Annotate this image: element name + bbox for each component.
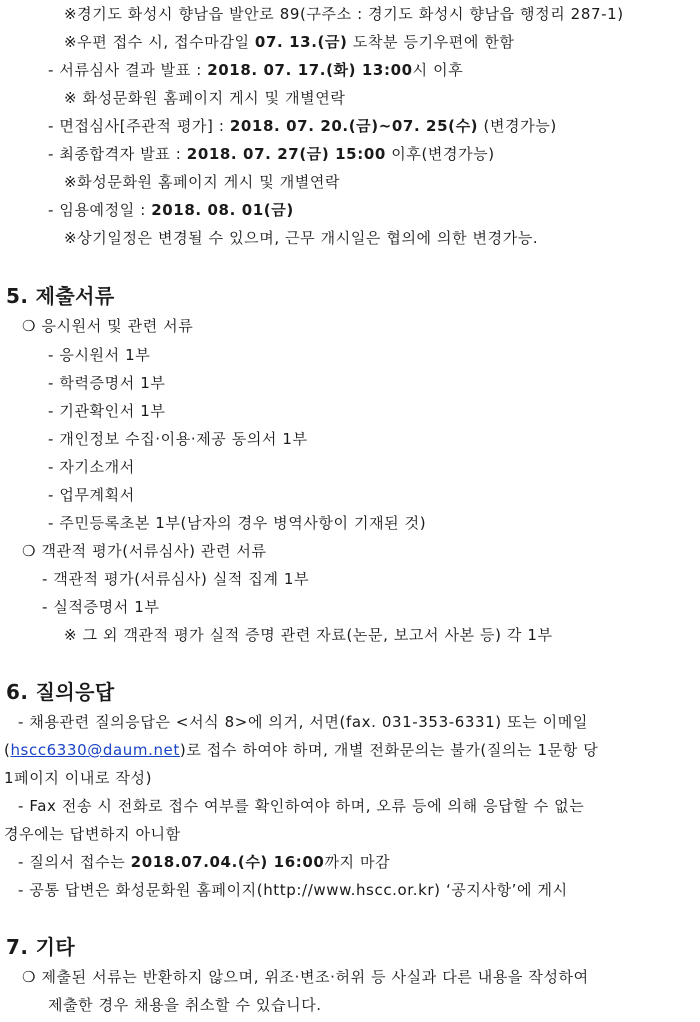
doc-item: - 자기소개서 (48, 458, 135, 476)
group-docs-header (22, 316, 193, 336)
qa-answer-line: - 공통 답변은 화성문화원 홈페이지(http://www.hscc.or.kr) ‘공지사항’에 게시 (18, 881, 568, 899)
qa-deadline-label: - 질의서 접수는 (18, 853, 131, 871)
doc-item: - 응시원서 1부 (48, 346, 151, 364)
eval-item: - 객관적 평가(서류심사) 실적 집계 1부 (42, 570, 310, 588)
qa-para2-line2: 경우에는 답변하지 아니함 (4, 825, 181, 843)
doc-result-date: 2018. 07. 17.(화) 13:00 (207, 61, 413, 79)
section-5-title: 5. 제출서류 (6, 284, 115, 308)
postal-text-end: 도착분 등기우편에 한함 (347, 33, 515, 51)
appoint-date: 2018. 08. 01(금) (151, 201, 294, 219)
qa-paren-open: ( (4, 741, 11, 759)
doc-result-label: - 서류심사 결과 발표 : (48, 61, 208, 79)
qa-para1-line1: - 채용관련 질의응답은 <서식 8>에 의거, 서면(fax. 031-353-6331) 또는 이메일 (18, 713, 588, 731)
group-docs-label: 응시원서 및 관련 서류 (41, 317, 194, 335)
postal-text: ※우편 접수 시, 접수마감일 (64, 33, 255, 51)
postal-deadline: 07. 13.(금) (254, 33, 348, 51)
doc-item: - 업무계획서 (48, 486, 135, 504)
eval-note: ※ 그 외 객관적 평가 실적 증명 관련 자료(논문, 보고서 사본 등) 각 1부 (64, 626, 553, 644)
doc-result-note: ※ 화성문화원 홈페이지 게시 및 개별연락 (64, 89, 346, 107)
address-note (64, 4, 624, 24)
qa-para1-line3: 1페이지 이내로 작성) (4, 769, 153, 787)
doc-item: - 개인정보 수집·이용·제공 동의서 1부 (48, 430, 308, 448)
doc-item: - 학력증명서 1부 (48, 374, 166, 392)
address-text: ※경기도 화성시 향남읍 발안로 89(구주소 : 경기도 화성시 향남읍 행정리 287-1) (64, 5, 624, 23)
postal-note (64, 32, 515, 52)
etc-line2: 제출한 경우 채용을 취소할 수 있습니다. (48, 996, 322, 1014)
group-eval-header (22, 541, 267, 561)
doc-item: - 기관확인서 1부 (48, 402, 166, 420)
appoint-label: - 임용예정일 : (48, 201, 152, 219)
interview-line (48, 116, 557, 136)
section-6-title: 6. 질의응답 (6, 680, 115, 704)
circle-bullet-icon: ❍ (22, 317, 37, 335)
final-date: 2018. 07. 27(금) 15:00 (186, 145, 386, 163)
doc-item: - 주민등록초본 1부(남자의 경우 병역사항이 기재된 것) (48, 514, 427, 532)
etc-line1-text: 제출된 서류는 반환하지 않으며, 위조·변조·허위 등 사실과 다른 내용을 작성하여 (41, 968, 589, 986)
circle-bullet-icon: ❍ (22, 542, 37, 560)
doc-result-suffix: 시 이후 (412, 61, 464, 79)
etc-line1 (22, 967, 589, 987)
qa-deadline-suffix: 까지 마감 (324, 853, 391, 871)
qa-para1-rest: )로 접수 하여야 하며, 개별 전화문의는 불가(질의는 1문항 당 (179, 741, 599, 759)
final-line (48, 144, 495, 164)
interview-suffix: (변경가능) (478, 117, 557, 135)
interview-label: - 면접심사[주관적 평가] : (48, 117, 230, 135)
group-eval-label: 객관적 평가(서류심사) 관련 서류 (41, 542, 267, 560)
section-7-title: 7. 기타 (6, 935, 76, 959)
qa-deadline-line (18, 852, 390, 872)
appoint-note: ※상기일정은 변경될 수 있으며, 근무 개시일은 협의에 의한 변경가능. (64, 229, 539, 247)
doc-result-line (48, 60, 463, 80)
interview-date: 2018. 07. 20.(금)~07. 25(수) (229, 117, 479, 135)
qa-para2-line1: - Fax 전송 시 전화로 접수 여부를 확인하여야 하며, 오류 등에 의해 응답할 수 없는 (18, 797, 585, 815)
final-note: ※화성문화원 홈페이지 게시 및 개별연락 (64, 173, 341, 191)
final-label: - 최종합격자 발표 : (48, 145, 187, 163)
email-link[interactable]: hscc6330@daum.net (10, 741, 180, 759)
qa-para1-line2 (4, 740, 598, 760)
qa-deadline-date: 2018.07.04.(수) 16:00 (130, 853, 325, 871)
appoint-line (48, 200, 294, 220)
final-suffix: 이후(변경가능) (385, 145, 495, 163)
eval-item: - 실적증명서 1부 (42, 598, 160, 616)
circle-bullet-icon: ❍ (22, 968, 37, 986)
